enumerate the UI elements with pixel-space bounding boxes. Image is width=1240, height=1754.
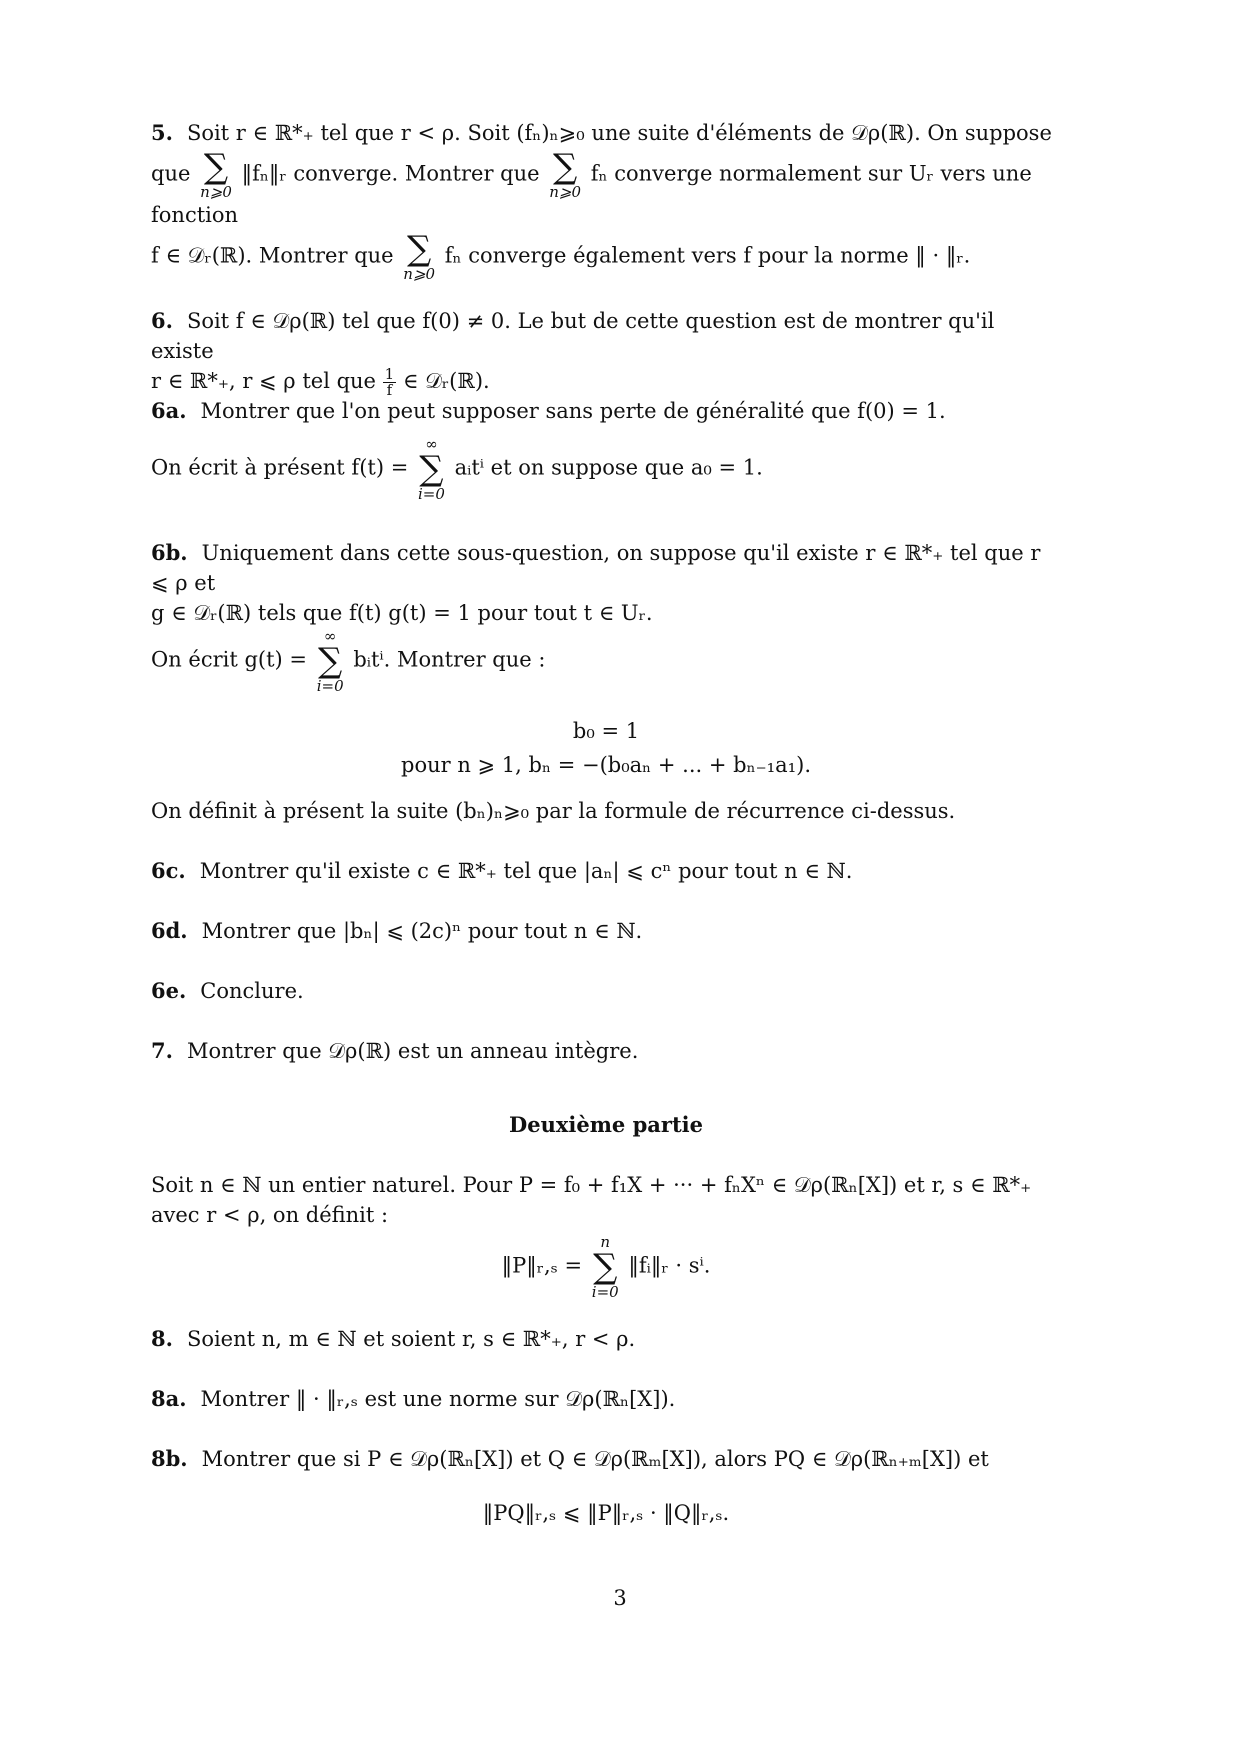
q8a-number: 8a.: [151, 1386, 187, 1411]
q5-line2c: fₙ converge normalement sur Uᵣ vers une fonction: [151, 161, 1032, 227]
part2-intro: [151, 1170, 1061, 1300]
q6-line1: Soit f ∈ 𝒟ρ(ℝ) tel que f(0) ≠ 0. Le but de cette question est de montrer qu'il existe: [151, 309, 995, 363]
q6b-line3b: bᵢtⁱ. Montrer que :: [353, 647, 546, 672]
sum-symbol: n ∑ i=0: [591, 1233, 619, 1301]
page-number: 3: [613, 1586, 627, 1610]
norm-eq-right: ‖fᵢ‖ᵣ · sⁱ.: [628, 1253, 711, 1278]
q5-line3b: fₙ converge également vers f pour la norme ‖ · ‖ᵣ.: [444, 243, 971, 268]
fraction-1-over-f: $\frac{1}{f}$: [384, 365, 395, 399]
q6e-number: 6e.: [151, 978, 187, 1003]
sum-symbol: ∞ ∑ i=0: [417, 435, 445, 503]
question-6b: [151, 538, 1061, 780]
question-5: [151, 118, 1061, 282]
q6b-eq2: pour n ⩾ 1, bₙ = −(b₀aₙ + ... + bₙ₋₁a₁).: [401, 753, 811, 777]
question-8: [151, 1324, 1061, 1354]
q5-line2b: ‖fₙ‖ᵣ converge. Montrer que: [241, 161, 540, 186]
norm-definition: [151, 1234, 1061, 1300]
part2-title: Deuxième partie: [509, 1112, 703, 1137]
q7-number: 7.: [151, 1038, 173, 1063]
q5-line1-text: Soit r ∈ ℝ*₊ tel que r < ρ. Soit (fₙ)ₙ⩾₀ une suite d'éléments de 𝒟ρ(ℝ). On suppose: [186, 121, 1052, 145]
q6a-line2b: aᵢtⁱ et on suppose que a₀ = 1.: [454, 455, 763, 480]
norm-eq-left: ‖P‖ᵣ,ₛ =: [501, 1253, 583, 1278]
q6d-number: 6d.: [151, 918, 188, 943]
sum-symbol: ∑ n⩾0: [403, 229, 436, 283]
q5-line2: [151, 147, 1061, 230]
q8b-number: 8b.: [151, 1446, 188, 1471]
q6b-line1: Uniquement dans cette sous-question, on suppose qu'il existe r ∈ ℝ*₊ tel que r ⩽ ρ et: [151, 541, 1041, 595]
q5-line2a: que: [151, 161, 191, 186]
q7-text: Montrer que 𝒟ρ(ℝ) est un anneau intègre.: [186, 1039, 639, 1063]
q6b-line3a: On écrit g(t) =: [151, 647, 308, 672]
question-8a: [151, 1384, 1061, 1414]
q5-line1: [151, 118, 1061, 148]
q6b-number: 6b.: [151, 540, 188, 565]
question-6d: [151, 916, 1061, 946]
sum-symbol: ∑ n⩾0: [200, 147, 232, 201]
part2-line1: Soit n ∈ ℕ un entier naturel. Pour P = f₀ + f₁X + ··· + fₙXⁿ ∈ 𝒟ρ(ℝₙ[X]) et r, s ∈ ℝ*₊: [151, 1173, 1032, 1197]
question-7: [151, 1036, 1061, 1066]
q6-line2a: r ∈ ℝ*₊, r ⩽ ρ tel que: [151, 369, 376, 393]
q6b-eq1: b₀ = 1: [572, 719, 640, 743]
define-b-sequence: On définit à présent la suite (bₙ)ₙ⩾₀ par la formule de récurrence ci-dessus.: [151, 799, 956, 823]
q6a-line2a: On écrit à présent f(t) =: [151, 455, 409, 480]
sum-symbol: ∑ n⩾0: [549, 147, 582, 201]
q6b-line2: g ∈ 𝒟ᵣ(ℝ) tels que f(t) g(t) = 1 pour tout t ∈ Uᵣ.: [151, 601, 653, 625]
q8b-text: Montrer que si P ∈ 𝒟ρ(ℝₙ[X]) et Q ∈ 𝒟ρ(ℝₘ[X]), alors PQ ∈ 𝒟ρ(ℝₙ₊ₘ[X]) et: [201, 1447, 989, 1471]
q6a-text: Montrer que l'on peut supposer sans perte de généralité que f(0) = 1.: [200, 399, 946, 423]
q6c-text: Montrer qu'il existe c ∈ ℝ*₊ tel que |aₙ| ⩽ cⁿ pour tout n ∈ ℕ.: [199, 859, 853, 883]
q6-line2b: ∈ 𝒟ᵣ(ℝ).: [402, 369, 490, 393]
question-8b: [151, 1444, 1061, 1528]
part2-line2: avec r < ρ, on définit :: [151, 1203, 389, 1227]
q8a-text: Montrer ‖ · ‖ᵣ,ₛ est une norme sur 𝒟ρ(ℝₙ[X]).: [200, 1387, 676, 1411]
q6d-text: Montrer que |bₙ| ⩽ (2c)ⁿ pour tout n ∈ ℕ.: [201, 919, 643, 943]
question-6c: [151, 856, 1061, 886]
q6e-text: Conclure.: [200, 979, 304, 1003]
q5-line3a: f ∈ 𝒟ᵣ(ℝ). Montrer que: [151, 243, 394, 268]
question-6: [151, 306, 1061, 398]
q5-line3: [151, 229, 1061, 283]
q6a-number: 6a.: [151, 398, 187, 423]
q6-number: 6.: [151, 308, 173, 333]
q8-text: Soient n, m ∈ ℕ et soient r, s ∈ ℝ*₊, r < ρ.: [186, 1327, 636, 1351]
question-6a: [151, 396, 1061, 502]
q8-number: 8.: [151, 1326, 173, 1351]
sum-symbol: ∞ ∑ i=0: [316, 627, 344, 695]
q8b-eq: ‖PQ‖ᵣ,ₛ ⩽ ‖P‖ᵣ,ₛ · ‖Q‖ᵣ,ₛ.: [482, 1501, 730, 1525]
q6c-number: 6c.: [151, 858, 186, 883]
q5-number: 5.: [151, 120, 173, 145]
question-6e: [151, 976, 1061, 1006]
